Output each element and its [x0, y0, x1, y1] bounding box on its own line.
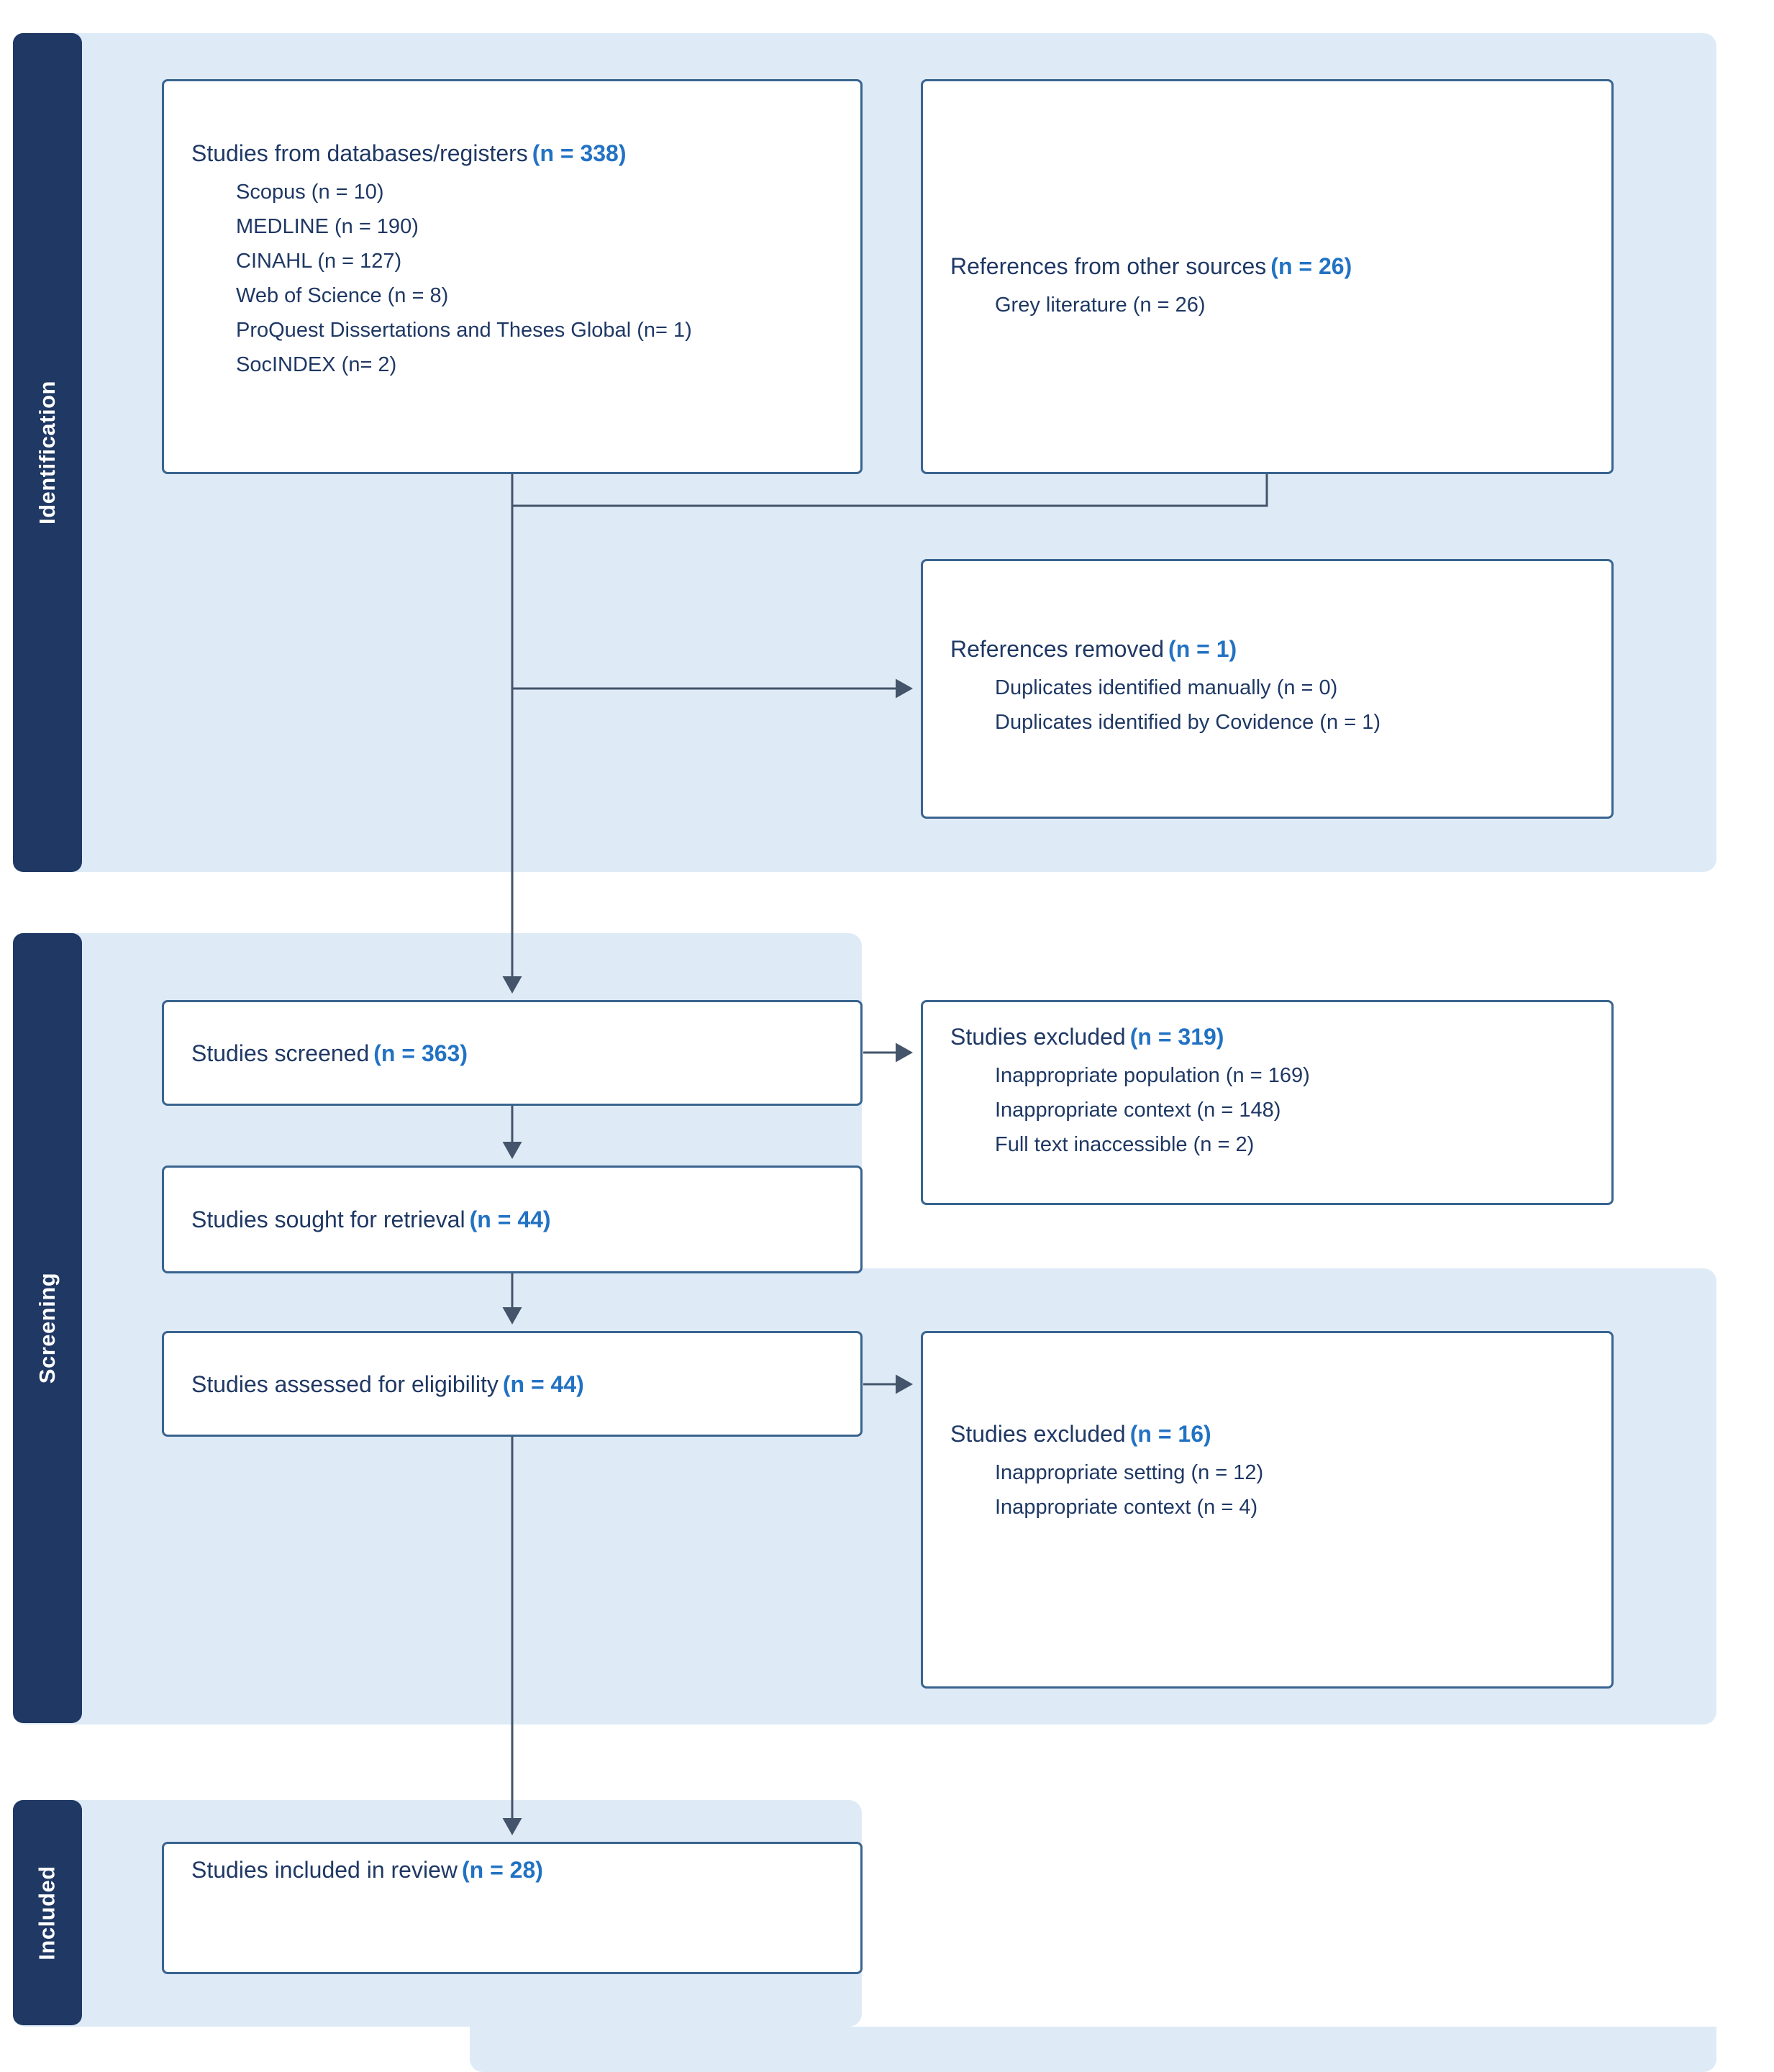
box-count: (n = 44): [469, 1207, 551, 1232]
list-item: Inappropriate population (n = 169): [995, 1064, 1310, 1087]
box-title-text: References removed: [950, 636, 1165, 662]
box-title-text: References from other sources: [950, 253, 1267, 279]
box-count: (n = 16): [1129, 1421, 1211, 1447]
box-item-list: [995, 288, 1590, 322]
list-item: Inappropriate context (n = 148): [995, 1099, 1281, 1122]
box-title: [191, 1204, 551, 1235]
box-item-list: [995, 671, 1590, 740]
box-studies-included: [162, 1842, 863, 1974]
box-title: [191, 1037, 468, 1069]
stage-label-included: [13, 1800, 82, 2025]
list-item: SocINDEX (n= 2): [236, 353, 397, 376]
stage-label-screening: [13, 933, 82, 1723]
stage-label-identification: [13, 33, 82, 872]
box-title-text: Studies assessed for eligibility: [191, 1371, 499, 1397]
box-title-text: Studies included in review: [191, 1857, 458, 1883]
box-title-text: Studies excluded: [950, 1421, 1126, 1447]
box-count: (n = 1): [1168, 636, 1237, 662]
stage-label-identification-text: Identification: [35, 381, 60, 524]
box-studies-from-databases: [162, 79, 863, 474]
box-references-removed: [921, 559, 1614, 819]
box-title: [950, 250, 1590, 282]
list-item: Grey literature (n = 26): [995, 294, 1206, 317]
box-title-text: Studies sought for retrieval: [191, 1207, 465, 1232]
list-item: Full text inaccessible (n = 2): [995, 1133, 1255, 1156]
box-studies-excluded-eligibility: [921, 1331, 1614, 1689]
box-title: [950, 633, 1590, 665]
box-count: (n = 319): [1129, 1024, 1224, 1050]
list-item: Inappropriate context (n = 4): [995, 1496, 1258, 1519]
box-item-list: [236, 175, 839, 382]
box-title-text: Studies excluded: [950, 1024, 1126, 1050]
box-studies-excluded-screening: [921, 1000, 1614, 1205]
box-studies-assessed: [162, 1331, 863, 1437]
box-title: [950, 1021, 1590, 1053]
box-title: [191, 1854, 839, 1886]
box-item-list: [995, 1058, 1590, 1162]
box-count: (n = 44): [502, 1371, 584, 1397]
box-title: [191, 1368, 584, 1400]
box-references-other-sources: [921, 79, 1614, 474]
stage-label-screening-text: Screening: [35, 1272, 60, 1384]
box-studies-sought: [162, 1166, 863, 1273]
list-item: Duplicates identified manually (n = 0): [995, 676, 1338, 699]
box-count: (n = 363): [373, 1040, 468, 1066]
box-studies-screened: [162, 1000, 863, 1106]
list-item: ProQuest Dissertations and Theses Global (n= 1): [236, 319, 692, 342]
box-title: [191, 137, 839, 169]
box-count: (n = 26): [1270, 253, 1352, 279]
section-band-included-bottom: [470, 2027, 1716, 2072]
list-item: Scopus (n = 10): [236, 181, 384, 204]
box-title-text: Studies from databases/registers: [191, 140, 528, 166]
box-count: (n = 338): [532, 140, 627, 166]
list-item: Inappropriate setting (n = 12): [995, 1461, 1264, 1484]
stage-label-included-text: Included: [35, 1865, 60, 1960]
box-item-list: [995, 1455, 1590, 1525]
box-title-text: Studies screened: [191, 1040, 370, 1066]
box-title: [950, 1418, 1590, 1450]
list-item: Web of Science (n = 8): [236, 284, 449, 307]
list-item: MEDLINE (n = 190): [236, 215, 419, 238]
box-count: (n = 28): [461, 1857, 543, 1883]
list-item: CINAHL (n = 127): [236, 250, 402, 273]
list-item: Duplicates identified by Covidence (n = 1): [995, 711, 1380, 734]
